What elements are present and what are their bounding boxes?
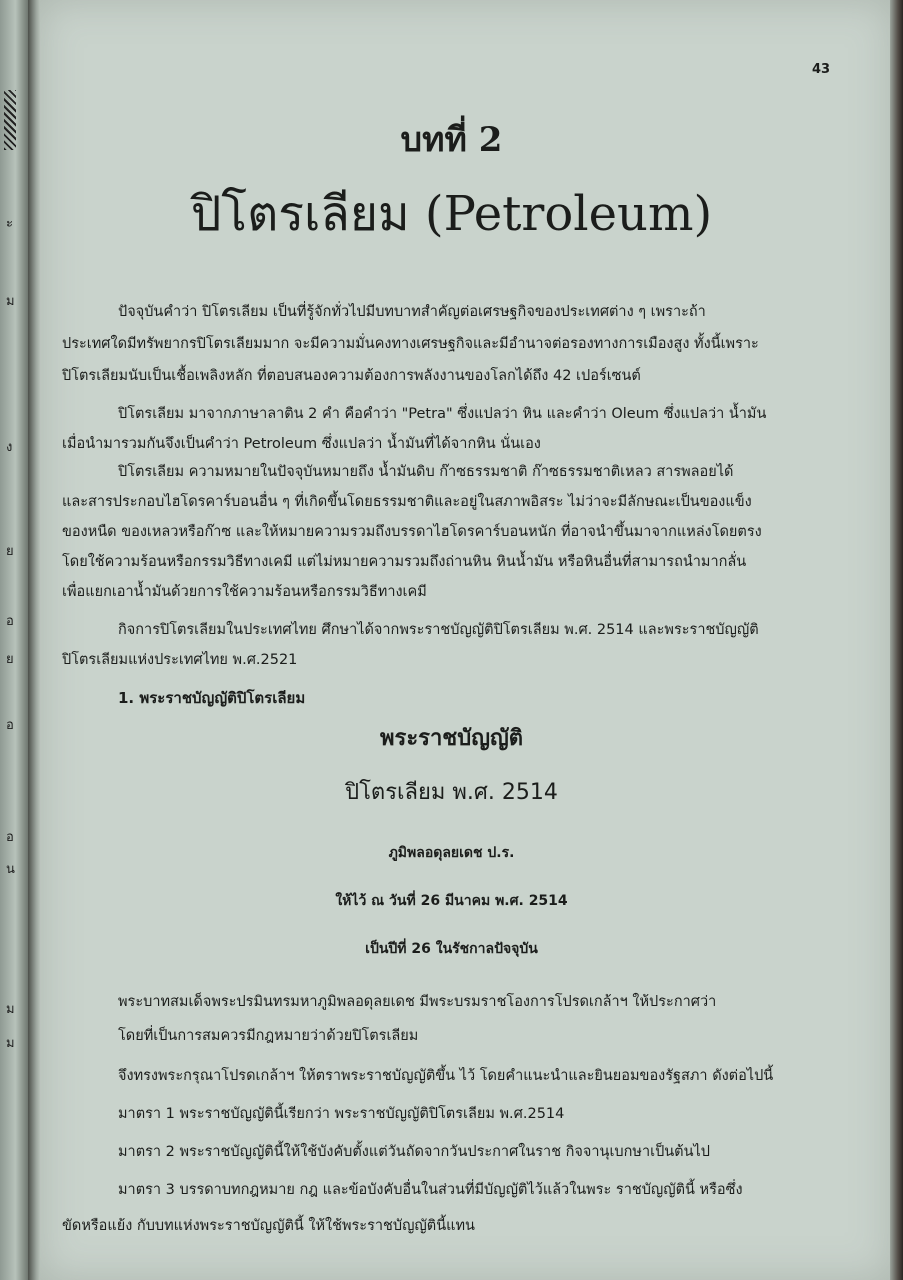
paragraph-line: ปิโตรเลียม ความหมายในปัจจุบันหมายถึง น้ำมันดิบ ก๊าซธรรมชาติ ก๊าซธรรมชาติเหลว สารพลอยได้ xyxy=(118,464,734,480)
king-signature: ภูมิพลอดุลยเดช ป.ร. xyxy=(388,845,515,861)
margin-fragment: ม xyxy=(6,1036,15,1051)
page-number: 43 xyxy=(812,62,831,77)
chapter-heading: บทที่ 2 xyxy=(400,120,503,160)
decree-line: มาตรา 2 พระราชบัญญัตินี้ให้ใช้บังคับตั้งแต่วันถัดจากวันประกาศในราช กิจจานุเบกษาเป็นต้นไป xyxy=(118,1144,711,1160)
decree-line: พระบาทสมเด็จพระปรมินทรมหาภูมิพลอดุลยเดช มีพระบรมราชโองการโปรดเกล้าฯ ให้ประกาศว่า xyxy=(118,994,717,1010)
decree-line: ขัดหรือแย้ง กับบทแห่งพระราชบัญญัตินี้ ให้ใช้พระราชบัญญัตินี้แทน xyxy=(62,1218,475,1234)
margin-fragment: ะ xyxy=(6,216,13,231)
decree-line: โดยที่เป็นการสมควรมีกฎหมายว่าด้วยปิโตรเลียม xyxy=(118,1028,419,1044)
paragraph-line: เมื่อนำมารวมกันจึงเป็นคำว่า Petroleum ซึ่งแปลว่า น้ำมันที่ได้จากหิน นั่นเอง xyxy=(62,436,541,452)
margin-fragment: อ xyxy=(6,718,14,733)
page-title: ปิโตรเลียม (Petroleum) xyxy=(190,186,713,242)
margin-fragment: อ xyxy=(6,614,14,629)
reign-year: เป็นปีที่ 26 ในรัชกาลปัจจุบัน xyxy=(365,941,538,957)
paragraph-line: ปัจจุบันคำว่า ปิโตรเลียม เป็นที่รู้จักทั่วไปมีบทบาทสำคัญต่อเศรษฐกิจของประเทศต่าง ๆ เพราะถ้า xyxy=(118,304,706,320)
margin-fragment: ง xyxy=(6,440,13,455)
section-heading: 1. พระราชบัญญัติปิโตรเลียม xyxy=(118,689,306,707)
decree-line: จึงทรงพระกรุณาโปรดเกล้าฯ ให้ตราพระราชบัญญัติขึ้น ไว้ โดยคำแนะนำและยินยอมของรัฐสภา ดังต่อไปนี้ xyxy=(118,1068,774,1084)
margin-fragment: น xyxy=(6,862,15,877)
paragraph-line: โดยใช้ความร้อนหรือกรรมวิธีทางเคมี แต่ไม่หมายความรวมถึงถ่านหิน หินน้ำมัน หรือหินอื่นที่สามารถนำมากลั่น xyxy=(62,554,747,570)
act-title: พระราชบัญญัติ xyxy=(380,726,523,751)
paragraph-line: ประเทศใดมีทรัพยากรปิโตรเลียมมาก จะมีความมั่นคงทางเศรษฐกิจและมีอำนาจต่อรองทางการเมืองสูง ทั้งนี้เพราะ xyxy=(62,336,759,352)
margin-fragment: ม xyxy=(6,1002,15,1017)
paragraph-line: กิจการปิโตรเลียมในประเทศไทย ศึกษาได้จากพระราชบัญญัติปิโตรเลียม พ.ศ. 2514 และพระราชบัญญัติ xyxy=(118,622,759,638)
paragraph-line: ปิโตรเลียมแห่งประเทศไทย พ.ศ.2521 xyxy=(62,652,298,668)
decree-line: มาตรา 1 พระราชบัญญัตินี้เรียกว่า พระราชบัญญัติปิโตรเลียม พ.ศ.2514 xyxy=(118,1106,565,1122)
paragraph-line: และสารประกอบไฮโดรคาร์บอนอื่น ๆ ที่เกิดขึ้นโดยธรรมชาติและอยู่ในสภาพอิสระ ไม่ว่าจะมีลักษณะเป็นของแข็ง xyxy=(62,494,752,510)
margin-fragment: ย xyxy=(6,544,14,559)
paragraph-line: ปิโตรเลียม มาจากภาษาลาติน 2 คำ คือคำว่า "Petra" ซึ่งแปลว่า หิน และคำว่า Oleum ซึ่งแปลว่า น้ำมัน xyxy=(118,406,767,422)
paragraph-line: ปิโตรเลียมนับเป็นเชื้อเพลิงหลัก ที่ตอบสนองความต้องการพลังงานของโลกได้ถึง 42 เปอร์เซนต์ xyxy=(62,368,641,384)
given-date: ให้ไว้ ณ วันที่ 26 มีนาคม พ.ศ. 2514 xyxy=(335,893,568,909)
decree-line: มาตรา 3 บรรดาบทกฎหมาย กฎ และข้อบังคับอื่นในส่วนที่มีบัญญัติไว้แล้วในพระ ราชบัญญัตินี้ หรือซึ่ง xyxy=(118,1182,743,1198)
margin-fragment: อ xyxy=(6,830,14,845)
margin-fragment: ม xyxy=(6,294,15,309)
act-subtitle: ปิโตรเลียม พ.ศ. 2514 xyxy=(345,780,558,805)
paragraph-line: เพื่อแยกเอาน้ำมันด้วยการใช้ความร้อนหรือกรรมวิธีทางเคมี xyxy=(62,584,427,600)
paragraph-line: ของหนืด ของเหลวหรือก๊าซ และให้หมายความรวมถึงบรรดาไฮโดรคาร์บอนหนัก ที่อาจนำขึ้นมาจากแหล่งโดยตรง xyxy=(62,524,762,540)
margin-fragment: ย xyxy=(6,652,14,667)
